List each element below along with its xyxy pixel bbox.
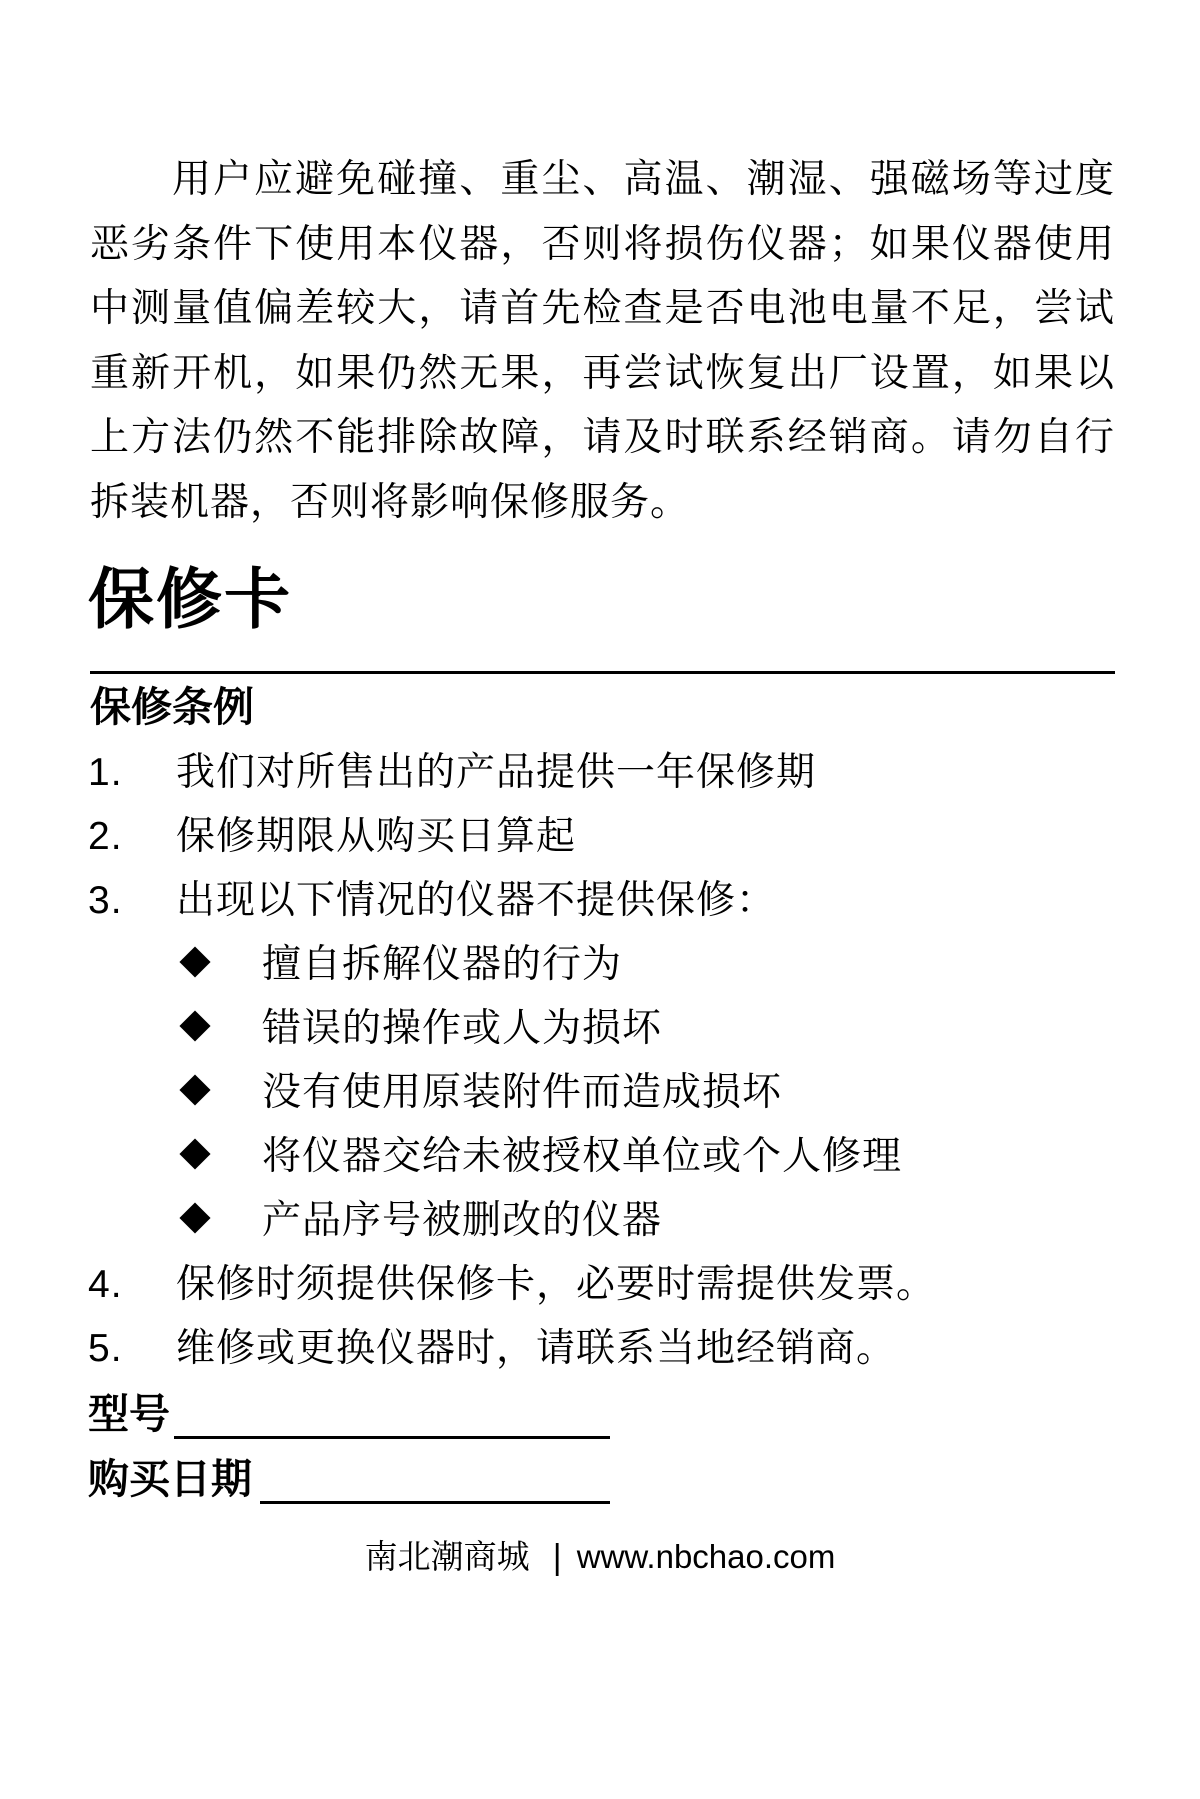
page-footer xyxy=(0,1532,1200,1582)
diamond-bullet-icon xyxy=(179,1074,210,1105)
warranty-item-5 xyxy=(88,1321,896,1377)
item-number: 2. xyxy=(88,815,123,858)
footer-site-name: 南北潮商城 xyxy=(364,1537,530,1576)
exclusion-item-4 xyxy=(178,1129,902,1185)
diamond-bullet-icon xyxy=(179,1202,210,1233)
exclusion-text: 错误的操作或人为损坏 xyxy=(262,1006,663,1051)
model-blank-line xyxy=(174,1436,610,1439)
intro-paragraph: 用户应避免碰撞、重尘、高温、潮湿、强磁场等过度恶劣条件下使用本仪器，否则将损伤仪器；如果仪器使用中测量值偏差较大，请首先检查是否电池电量不足，尝试重新开机，如果仍然无果，再尝试恢复出厂设置，如果以上方法仍然不能排除故障，请及时联系经销商。请勿自行拆装机器，否则将影响保修服务。 xyxy=(90,157,1115,525)
purchase-date-field xyxy=(88,1451,252,1507)
exclusion-text: 没有使用原装附件而造成损坏 xyxy=(262,1070,783,1115)
footer-url-link[interactable]: www.nbchao.com xyxy=(576,1538,836,1575)
diamond-bullet-icon xyxy=(179,1138,210,1169)
exclusion-text: 产品序号被删改的仪器 xyxy=(262,1198,663,1243)
model-label: 型号 xyxy=(88,1390,170,1438)
item-number: 3. xyxy=(88,879,123,922)
footer-separator: | xyxy=(551,1537,563,1576)
item-text: 保修期限从购买日算起 xyxy=(176,814,577,859)
exclusion-text: 将仪器交给未被授权单位或个人修理 xyxy=(262,1134,903,1179)
diamond-bullet-icon xyxy=(179,1010,210,1041)
item-number: 5. xyxy=(88,1327,123,1370)
purchase-date-label: 购买日期 xyxy=(88,1455,252,1503)
exclusion-item-3 xyxy=(178,1065,782,1121)
exclusion-text: 擅自拆解仪器的行为 xyxy=(262,942,623,987)
warranty-item-4 xyxy=(88,1257,936,1313)
item-number: 4. xyxy=(88,1263,123,1306)
section-subtitle: 保修条例 xyxy=(90,683,254,731)
item-text: 出现以下情况的仪器不提供保修： xyxy=(176,878,777,923)
exclusion-item-2 xyxy=(178,1001,662,1057)
diamond-bullet-icon xyxy=(179,946,210,977)
purchase-date-blank-line xyxy=(260,1501,610,1504)
item-number: 1. xyxy=(88,751,123,794)
warranty-item-3 xyxy=(88,873,776,929)
exclusion-item-5 xyxy=(178,1193,662,1249)
model-field xyxy=(88,1386,170,1442)
item-text: 维修或更换仪器时，请联系当地经销商。 xyxy=(176,1326,897,1371)
item-text: 我们对所售出的产品提供一年保修期 xyxy=(176,750,817,795)
exclusion-item-1 xyxy=(178,937,622,993)
item-text: 保修时须提供保修卡，必要时需提供发票。 xyxy=(176,1262,937,1307)
warranty-item-2 xyxy=(88,809,576,865)
title-divider xyxy=(90,671,1115,674)
warranty-item-1 xyxy=(88,745,816,801)
page-title: 保修卡 xyxy=(88,561,292,638)
